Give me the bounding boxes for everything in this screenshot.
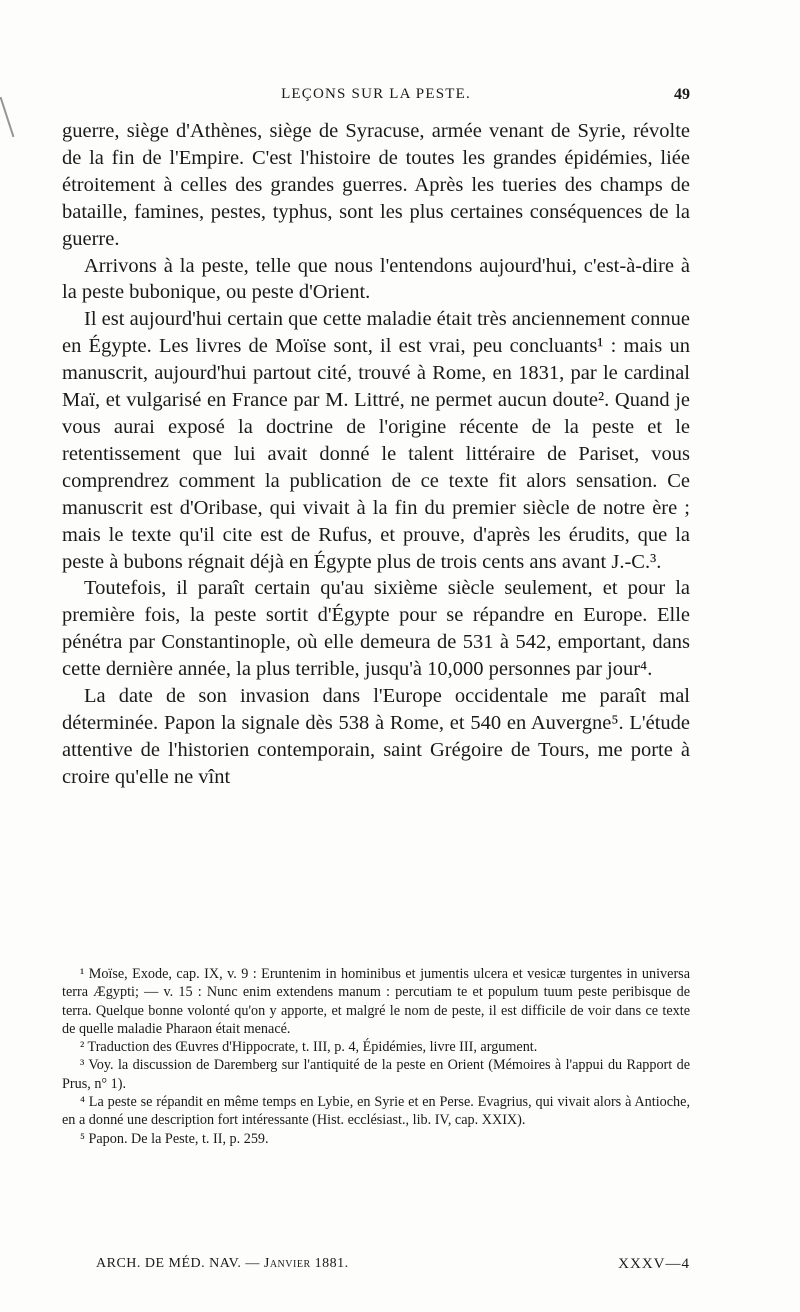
footnote-5: ⁵ Papon. De la Peste, t. II, p. 259. — [80, 1130, 269, 1147]
paragraph-2: Arrivons à la peste, telle que nous l'entendons aujourd'hui, c'est-à-dire à la peste bubonique, ou peste d'Orient. — [62, 254, 690, 304]
footnote-1: ¹ Moïse, Exode, cap. IX, v. 9 : Eruntenim in hominibus et jumentis ulcera et vesicæ turgentes in universa terra Ægypti; — v. 15 : Nunc enim extendens manum : percutiam te et populum tuum peste peribisque de terra. Quelque bonne volonté qu'on y apporte, et malgré le nom de peste, il est difficile de voir dans ce texte de quelle maladie Pharaon était menacé. — [62, 966, 690, 1037]
signature-mark: XXXV—4 — [618, 1256, 690, 1272]
running-title: LEÇONS SUR LA PESTE. — [281, 86, 471, 102]
paragraph-4: Toutefois, il paraît certain qu'au sixième siècle seulement, et pour la première fois, la peste sortit d'Égypte pour se répandre en Europe. Elle pénétra par Constantinople, où elle demeura de 531 à 542, emportant, dans cette dernière année, la plus terrible, jusqu'à 10,000 personnes par jour⁴. — [62, 577, 690, 681]
paragraph-1: guerre, siège d'Athènes, siège de Syracuse, armée venant de Syrie, révolte de la fin de l'Empire. C'est l'histoire de toutes les grandes épidémies, liée étroitement à celles des grandes guerres. Après les tueries des champs de bataille, famines, pestes, typhus, sont les plus certaines conséquences de la guerre. — [62, 120, 690, 250]
footnote-2: ² Traduction des Œuvres d'Hippocrate, t. III, p. 4, Épidémies, livre III, argument. — [80, 1039, 538, 1056]
page-header — [62, 86, 690, 110]
page-footer — [62, 1256, 690, 1278]
main-text — [62, 118, 690, 791]
footnotes — [62, 965, 690, 1148]
margin-scratch-mark — [0, 97, 14, 138]
footnote-3: ³ Voy. la discussion de Daremberg sur l'antiquité de la peste en Orient (Mémoires à l'appui du Rapport de Prus, n° 1). — [62, 1057, 690, 1092]
footnote-4: ⁴ La peste se répandit en même temps en Lybie, en Syrie et en Perse. Evagrius, qui vivait alors à Antioche, en a donné une description fort intéressante (Hist. ecclésiast., lib. IV, cap. XXIX). — [62, 1094, 690, 1129]
paragraph-3: Il est aujourd'hui certain que cette maladie était très anciennement connue en Égypte. Les livres de Moïse sont, il est vrai, peu concluants¹ : mais un manuscrit, aujourd'hui partout cité, trouvé à Rome, en 1831, par le cardinal Maï, et vulgarisé en France par M. Littré, ne permet aucun doute². Quand je vous aurai exposé la doctrine de l'origine récente de la peste et le retentissement que lui avait donné le talent littéraire de Pariset, vous comprendrez comment la publication de ce texte fit alors sensation. Ce manuscrit est d'Oribase, qui vivait à la fin du premier siècle de notre ère ; mais le texte qu'il cite est de Rufus, et prouve, d'après les érudits, que la peste à bubons régnait déjà en Égypte plus de trois cents ans avant J.-C.³. — [62, 308, 690, 573]
page-number: 49 — [674, 86, 690, 103]
journal-line: ARCH. DE MÉD. NAV. — Janvier 1881. — [96, 1256, 349, 1271]
paragraph-5: La date de son invasion dans l'Europe occidentale me paraît mal déterminée. Papon la signale dès 538 à Rome, et 540 en Auvergne⁵. L'étude attentive de l'historien contemporain, saint Grégoire de Tours, me porte à croire qu'elle ne vînt — [62, 685, 690, 788]
